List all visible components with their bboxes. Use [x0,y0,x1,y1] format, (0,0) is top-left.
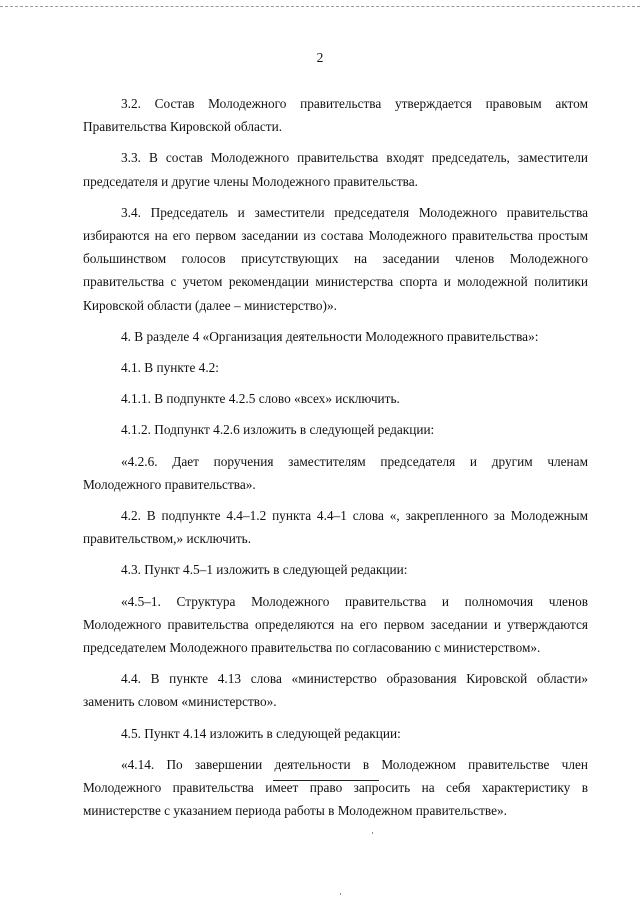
page-number: 2 [316,50,324,65]
paragraph-4-3: 4.3. Пункт 4.5–1 изложить в следующей редакции: [121,562,408,578]
paragraph-4-5: 4.5. Пункт 4.14 изложить в следующей редакции: [121,725,401,741]
paragraph-4-5-1-quote: «4.5–1. Структура Молодежного правительства и полномочия членов Молодежного правительства определяются на его первом заседании и утверждаются председателем Молодежного правительства по согласованию с министерством». [83,593,588,656]
paragraph-4-1-1: 4.1.1. В подпункте 4.2.5 слово «всех» исключить. [121,391,400,407]
scan-edge-line [0,6,640,7]
paragraph-4-4: 4.4. В пункте 4.13 слова «министерство образования Кировской области» заменить словом «министерство». [83,671,588,710]
paragraph-4-14-quote: «4.14. По завершении деятельности в Молодежном правительстве член Молодежного правительства имеет право запросить на себя характеристику в министерстве с указанием периода работы в Молодежном правительстве». [83,756,588,819]
paragraph-3-2: 3.2. Состав Молодежного правительства утверждается правовым актом Правительства Кировской области. [83,96,588,135]
paragraph-3-3: 3.3. В состав Молодежного правительства входят председатель, заместители председателя и другие члены Молодежного правительства. [83,150,588,189]
scan-speck [372,832,373,834]
paragraph-3-4: 3.4. Председатель и заместители председателя Молодежного правительства избираются на его первом заседании из состава Молодежного правительства простым большинством голосов присутствующих на заседании членов Молодежного правительства с учетом рекомендации министерства спорта и молодежной политики Кировской области (далее – министерство)». [83,204,588,313]
paragraph-4-1: 4.1. В пункте 4.2: [121,360,219,376]
document-body [83,92,588,822]
paragraph-4-1-2: 4.1.2. Подпункт 4.2.6 изложить в следующей редакции: [121,422,435,438]
paragraph-4-2-6-quote: «4.2.6. Дает поручения заместителям председателя и другим членам Молодежного правительства». [83,453,588,492]
paragraph-4-2: 4.2. В подпункте 4.4–1.2 пункта 4.4–1 слова «, закрепленного за Молодежным правительством,» исключить. [83,508,588,547]
scan-speck [340,893,341,895]
end-divider-line [273,780,379,781]
paragraph-4: 4. В разделе 4 «Организация деятельности Молодежного правительства»: [121,328,539,344]
